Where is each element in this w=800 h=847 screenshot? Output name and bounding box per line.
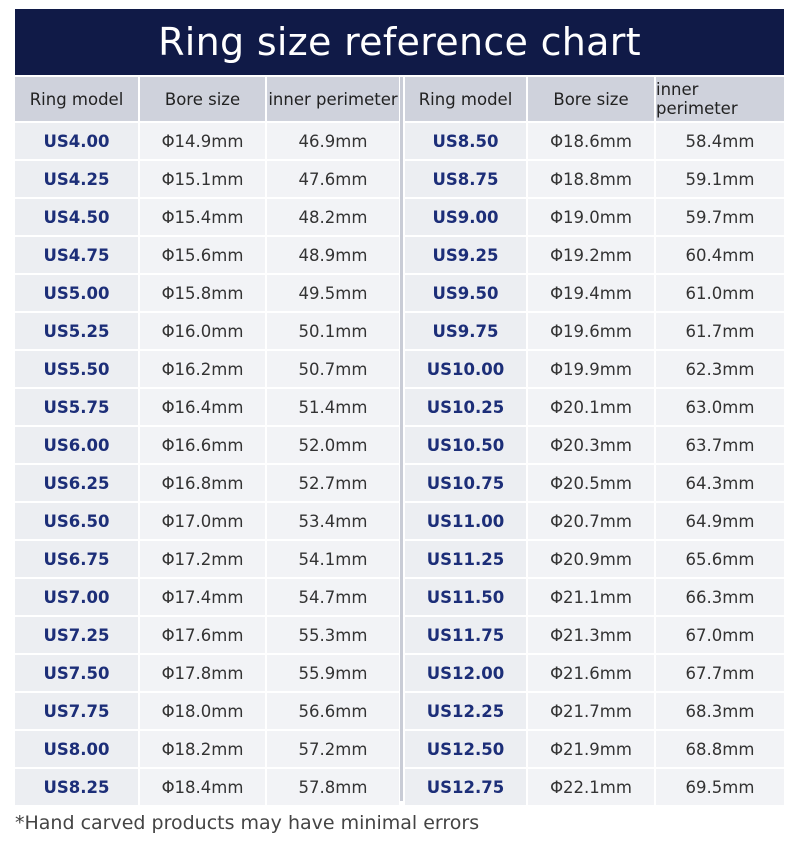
bore-size-cell: Φ20.3mm bbox=[528, 427, 654, 463]
inner-perimeter-cell: 54.7mm bbox=[267, 579, 399, 615]
table-row bbox=[15, 541, 401, 577]
inner-perimeter-cell: 60.4mm bbox=[656, 237, 784, 273]
inner-perimeter-cell: 55.3mm bbox=[267, 617, 399, 653]
bore-size-cell: Φ19.9mm bbox=[528, 351, 654, 387]
bore-size-cell: Φ14.9mm bbox=[140, 123, 265, 159]
ring-model-cell: US11.50 bbox=[405, 579, 526, 615]
table-row bbox=[15, 655, 401, 691]
inner-perimeter-cell: 49.5mm bbox=[267, 275, 399, 311]
inner-perimeter-cell: 48.2mm bbox=[267, 199, 399, 235]
inner-perimeter-cell: 68.3mm bbox=[656, 693, 784, 729]
bore-size-cell: Φ17.8mm bbox=[140, 655, 265, 691]
ring-model-cell: US5.75 bbox=[15, 389, 138, 425]
bore-size-cell: Φ20.7mm bbox=[528, 503, 654, 539]
bore-size-cell: Φ17.6mm bbox=[140, 617, 265, 653]
table-row bbox=[15, 617, 401, 653]
table-row bbox=[405, 351, 784, 387]
header-ring-model: Ring model bbox=[405, 77, 526, 121]
bore-size-cell: Φ22.1mm bbox=[528, 769, 654, 805]
ring-model-cell: US11.00 bbox=[405, 503, 526, 539]
table-row bbox=[15, 731, 401, 767]
ring-model-cell: US5.00 bbox=[15, 275, 138, 311]
inner-perimeter-cell: 68.8mm bbox=[656, 731, 784, 767]
table-row bbox=[15, 769, 401, 805]
table-row bbox=[405, 693, 784, 729]
ring-model-cell: US4.25 bbox=[15, 161, 138, 197]
ring-model-cell: US7.75 bbox=[15, 693, 138, 729]
bore-size-cell: Φ15.1mm bbox=[140, 161, 265, 197]
inner-perimeter-cell: 50.7mm bbox=[267, 351, 399, 387]
left-rows bbox=[15, 123, 401, 805]
table-row bbox=[405, 769, 784, 805]
bore-size-cell: Φ18.4mm bbox=[140, 769, 265, 805]
ring-model-cell: US6.50 bbox=[15, 503, 138, 539]
ring-model-cell: US9.75 bbox=[405, 313, 526, 349]
table-row bbox=[405, 161, 784, 197]
bore-size-cell: Φ18.6mm bbox=[528, 123, 654, 159]
chart-title: Ring size reference chart bbox=[15, 9, 784, 75]
bore-size-cell: Φ19.6mm bbox=[528, 313, 654, 349]
inner-perimeter-cell: 65.6mm bbox=[656, 541, 784, 577]
ring-model-cell: US6.25 bbox=[15, 465, 138, 501]
table-row bbox=[15, 351, 401, 387]
inner-perimeter-cell: 64.3mm bbox=[656, 465, 784, 501]
ring-model-cell: US4.75 bbox=[15, 237, 138, 273]
right-table bbox=[405, 77, 784, 807]
ring-model-cell: US10.50 bbox=[405, 427, 526, 463]
table-row bbox=[405, 313, 784, 349]
bore-size-cell: Φ19.2mm bbox=[528, 237, 654, 273]
footnote: *Hand carved products may have minimal errors bbox=[15, 812, 480, 834]
header-row bbox=[405, 77, 784, 121]
ring-model-cell: US5.50 bbox=[15, 351, 138, 387]
ring-model-cell: US9.00 bbox=[405, 199, 526, 235]
inner-perimeter-cell: 46.9mm bbox=[267, 123, 399, 159]
bore-size-cell: Φ16.6mm bbox=[140, 427, 265, 463]
table-row bbox=[405, 237, 784, 273]
inner-perimeter-cell: 50.1mm bbox=[267, 313, 399, 349]
table-divider bbox=[400, 77, 403, 801]
bore-size-cell: Φ16.8mm bbox=[140, 465, 265, 501]
inner-perimeter-cell: 64.9mm bbox=[656, 503, 784, 539]
table-row bbox=[405, 123, 784, 159]
bore-size-cell: Φ17.2mm bbox=[140, 541, 265, 577]
bore-size-cell: Φ16.2mm bbox=[140, 351, 265, 387]
ring-model-cell: US12.75 bbox=[405, 769, 526, 805]
bore-size-cell: Φ21.3mm bbox=[528, 617, 654, 653]
bore-size-cell: Φ21.6mm bbox=[528, 655, 654, 691]
header-inner-perimeter: inner perimeter bbox=[267, 77, 399, 121]
ring-model-cell: US5.25 bbox=[15, 313, 138, 349]
ring-model-cell: US9.50 bbox=[405, 275, 526, 311]
ring-model-cell: US9.25 bbox=[405, 237, 526, 273]
bore-size-cell: Φ15.8mm bbox=[140, 275, 265, 311]
table-row bbox=[405, 541, 784, 577]
inner-perimeter-cell: 54.1mm bbox=[267, 541, 399, 577]
inner-perimeter-cell: 59.1mm bbox=[656, 161, 784, 197]
table-row bbox=[15, 465, 401, 501]
inner-perimeter-cell: 57.2mm bbox=[267, 731, 399, 767]
inner-perimeter-cell: 62.3mm bbox=[656, 351, 784, 387]
ring-model-cell: US6.75 bbox=[15, 541, 138, 577]
ring-model-cell: US8.75 bbox=[405, 161, 526, 197]
bore-size-cell: Φ18.0mm bbox=[140, 693, 265, 729]
ring-model-cell: US8.25 bbox=[15, 769, 138, 805]
inner-perimeter-cell: 55.9mm bbox=[267, 655, 399, 691]
bore-size-cell: Φ16.0mm bbox=[140, 313, 265, 349]
bore-size-cell: Φ20.9mm bbox=[528, 541, 654, 577]
table-row bbox=[15, 427, 401, 463]
table-row bbox=[15, 389, 401, 425]
ring-model-cell: US11.75 bbox=[405, 617, 526, 653]
table-row bbox=[405, 427, 784, 463]
inner-perimeter-cell: 69.5mm bbox=[656, 769, 784, 805]
inner-perimeter-cell: 61.7mm bbox=[656, 313, 784, 349]
inner-perimeter-cell: 63.7mm bbox=[656, 427, 784, 463]
bore-size-cell: Φ17.0mm bbox=[140, 503, 265, 539]
inner-perimeter-cell: 58.4mm bbox=[656, 123, 784, 159]
table-row bbox=[15, 275, 401, 311]
inner-perimeter-cell: 63.0mm bbox=[656, 389, 784, 425]
bore-size-cell: Φ21.9mm bbox=[528, 731, 654, 767]
bore-size-cell: Φ19.4mm bbox=[528, 275, 654, 311]
table-row bbox=[405, 465, 784, 501]
table-row bbox=[405, 503, 784, 539]
header-row bbox=[15, 77, 401, 121]
inner-perimeter-cell: 51.4mm bbox=[267, 389, 399, 425]
ring-model-cell: US10.25 bbox=[405, 389, 526, 425]
right-rows bbox=[405, 123, 784, 805]
ring-model-cell: US8.50 bbox=[405, 123, 526, 159]
ring-model-cell: US11.25 bbox=[405, 541, 526, 577]
bore-size-cell: Φ16.4mm bbox=[140, 389, 265, 425]
ring-model-cell: US12.00 bbox=[405, 655, 526, 691]
ring-model-cell: US4.50 bbox=[15, 199, 138, 235]
table-row bbox=[15, 313, 401, 349]
header-inner-perimeter: inner perimeter bbox=[656, 77, 784, 121]
table-row bbox=[15, 161, 401, 197]
table-row bbox=[15, 199, 401, 235]
inner-perimeter-cell: 67.0mm bbox=[656, 617, 784, 653]
inner-perimeter-cell: 53.4mm bbox=[267, 503, 399, 539]
bore-size-cell: Φ19.0mm bbox=[528, 199, 654, 235]
ring-model-cell: US7.25 bbox=[15, 617, 138, 653]
bore-size-cell: Φ18.8mm bbox=[528, 161, 654, 197]
inner-perimeter-cell: 52.0mm bbox=[267, 427, 399, 463]
ring-model-cell: US12.50 bbox=[405, 731, 526, 767]
inner-perimeter-cell: 57.8mm bbox=[267, 769, 399, 805]
table-row bbox=[405, 579, 784, 615]
inner-perimeter-cell: 47.6mm bbox=[267, 161, 399, 197]
inner-perimeter-cell: 56.6mm bbox=[267, 693, 399, 729]
table-row bbox=[405, 731, 784, 767]
bore-size-cell: Φ20.1mm bbox=[528, 389, 654, 425]
header-bore-size: Bore size bbox=[140, 77, 265, 121]
bore-size-cell: Φ21.7mm bbox=[528, 693, 654, 729]
bore-size-cell: Φ18.2mm bbox=[140, 731, 265, 767]
ring-model-cell: US12.25 bbox=[405, 693, 526, 729]
table-row bbox=[405, 655, 784, 691]
table-row bbox=[405, 275, 784, 311]
table-row bbox=[15, 503, 401, 539]
bore-size-cell: Φ17.4mm bbox=[140, 579, 265, 615]
inner-perimeter-cell: 61.0mm bbox=[656, 275, 784, 311]
inner-perimeter-cell: 67.7mm bbox=[656, 655, 784, 691]
table-row bbox=[405, 199, 784, 235]
bore-size-cell: Φ15.4mm bbox=[140, 199, 265, 235]
ring-model-cell: US6.00 bbox=[15, 427, 138, 463]
table-row bbox=[15, 693, 401, 729]
bore-size-cell: Φ15.6mm bbox=[140, 237, 265, 273]
table-row bbox=[15, 237, 401, 273]
ring-model-cell: US7.00 bbox=[15, 579, 138, 615]
ring-model-cell: US10.00 bbox=[405, 351, 526, 387]
inner-perimeter-cell: 52.7mm bbox=[267, 465, 399, 501]
ring-model-cell: US8.00 bbox=[15, 731, 138, 767]
table-row bbox=[405, 389, 784, 425]
inner-perimeter-cell: 59.7mm bbox=[656, 199, 784, 235]
header-bore-size: Bore size bbox=[528, 77, 654, 121]
inner-perimeter-cell: 66.3mm bbox=[656, 579, 784, 615]
header-ring-model: Ring model bbox=[15, 77, 138, 121]
ring-model-cell: US10.75 bbox=[405, 465, 526, 501]
ring-model-cell: US4.00 bbox=[15, 123, 138, 159]
left-table bbox=[15, 77, 401, 807]
bore-size-cell: Φ21.1mm bbox=[528, 579, 654, 615]
bore-size-cell: Φ20.5mm bbox=[528, 465, 654, 501]
table-row bbox=[15, 123, 401, 159]
table-row bbox=[15, 579, 401, 615]
inner-perimeter-cell: 48.9mm bbox=[267, 237, 399, 273]
table-row bbox=[405, 617, 784, 653]
ring-model-cell: US7.50 bbox=[15, 655, 138, 691]
